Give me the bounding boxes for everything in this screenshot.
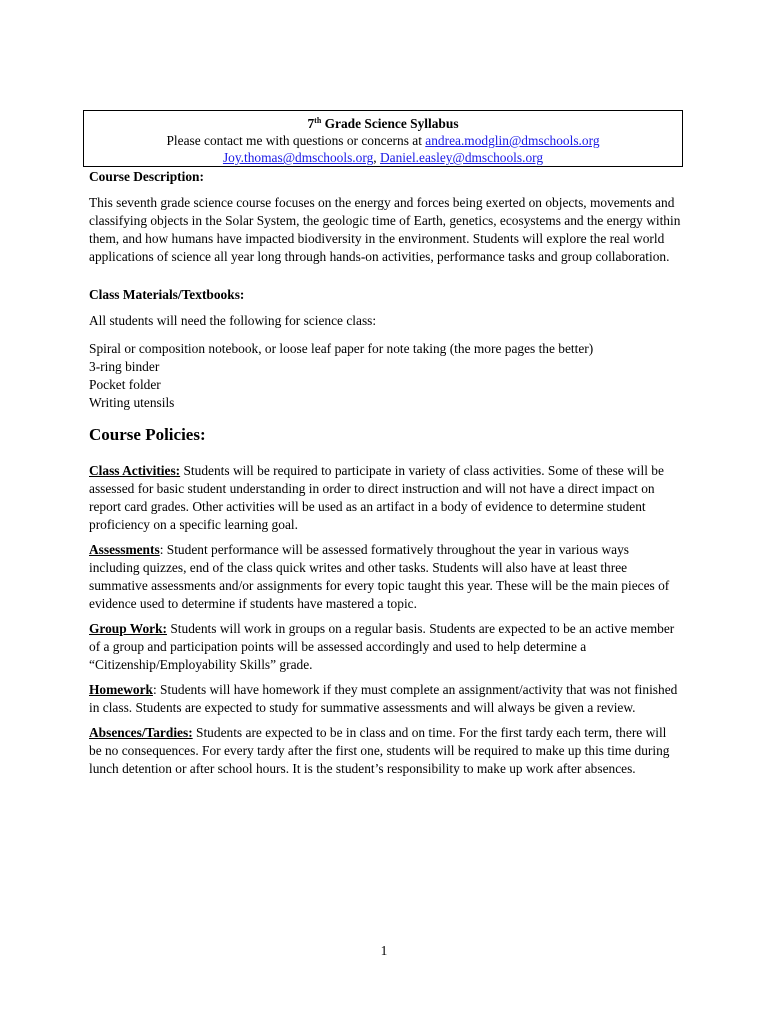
list-item: Spiral or composition notebook, or loose leaf paper for note taking (the more pages the better): [89, 341, 594, 356]
document-title: 7th Grade Science Syllabus: [307, 116, 459, 131]
list-item: 3-ring binder: [89, 359, 160, 374]
contact-line-2: Joy.thomas@dmschools.org, Daniel.easley@dmschools.org: [222, 150, 544, 165]
policy-absences-tardies: Absences/Tardies: Students are expected to be in class and on time. For the first tardy each term, there will be no consequences. For every tardy after the first one, students will be required to make up this time during lunch detention or after school hours. It is the student’s responsibility to make up work after absences.: [89, 725, 670, 776]
course-policies-heading: Course Policies:: [89, 425, 206, 444]
email-link-joy[interactable]: Joy.thomas@dmschools.org: [222, 150, 374, 165]
policy-label: Class Activities:: [89, 463, 181, 478]
materials-intro: All students will need the following for science class:: [89, 313, 377, 328]
list-item: Writing utensils: [89, 395, 175, 410]
course-description-label: Course Description:: [89, 169, 204, 184]
policy-label: Absences/Tardies:: [89, 725, 193, 740]
policy-assessments: Assessments: Student performance will be assessed formatively throughout the year in various ways including quizzes, end of the class quick writes and other tasks. Students will also have at least three summative assessments and/or assignments for every topic taught this year. These will be the main pieces of evidence used to determine if students have mastered a topic.: [89, 542, 670, 611]
email-link-andrea[interactable]: andrea.modglin@dmschools.org: [425, 133, 600, 148]
course-description-text: This seventh grade science course focuses on the energy and forces being exerted on objects, movements and classifying objects in the Solar System, the geologic time of Earth, genetics, ecosystems and the energy within them, and how humans have impacted biodiversity in the environment. Students will explore the real world applications of science all year long through hands-on activities, performance tasks and group collaboration.: [89, 195, 681, 264]
contact-text: Please contact me with questions or concerns at: [166, 133, 426, 148]
materials-label: Class Materials/Textbooks:: [89, 287, 245, 302]
policy-label: Group Work:: [89, 621, 168, 636]
policy-homework: Homework: Students will have homework if they must complete an assignment/activity that was not finished in class. Students are expected to study for summative assessments and will always be given a review.: [89, 682, 678, 715]
policy-class-activities: Class Activities: Students will be required to participate in variety of class activities. Some of these will be assessed for basic student understanding in order to direct instruction and will not have a direct impact on report card grades. Other activities will be used as an artifact in a body of evidence to determine student proficiency on a specific learning goal.: [89, 463, 664, 532]
document-body: [89, 168, 681, 785]
materials-list: [89, 340, 681, 412]
policy-label: Homework: [89, 682, 153, 697]
page-number: 1: [380, 943, 388, 958]
policy-group-work: Group Work: Students will work in groups on a regular basis. Students are expected to be an active member of a group and participation points will be assessed accordingly and used to help determine a “Citizenship/Employability Skills” grade.: [89, 621, 675, 672]
header-box: [83, 110, 683, 167]
contact-line: [84, 132, 682, 149]
policy-label: Assessments: [89, 542, 160, 557]
email-link-daniel[interactable]: Daniel.easley@dmschools.org: [379, 150, 544, 165]
list-item: Pocket folder: [89, 377, 161, 392]
